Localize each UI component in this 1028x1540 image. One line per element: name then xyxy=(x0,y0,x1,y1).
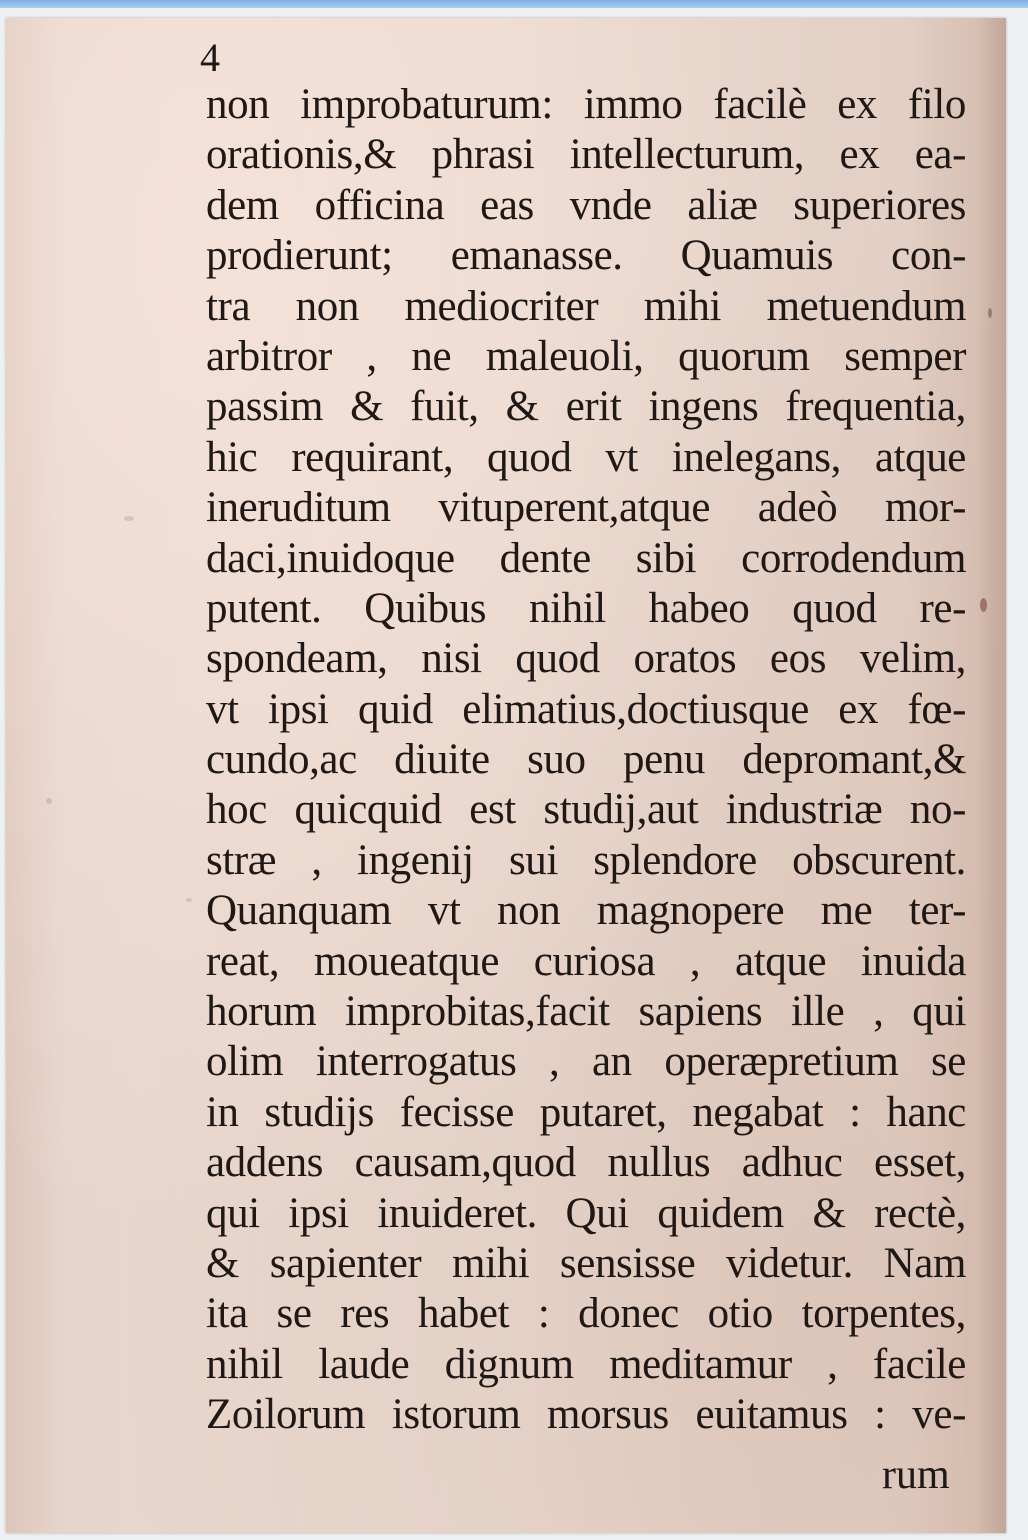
text-line: prodierunt; emanasse. Quamuis con- xyxy=(206,232,966,280)
text-line: ineruditum vituperent,atque adeò mor- xyxy=(206,484,966,532)
text-line: in studijs fecisse putaret, negabat : hanc xyxy=(206,1088,966,1136)
text-line: spondeam, nisi quod oratos eos velim, xyxy=(206,635,966,683)
text-line: dem officina eas vnde aliæ superiores xyxy=(206,181,966,229)
text-line: hic requirant, quod vt inelegans, atque xyxy=(206,433,966,481)
text-line: Quanquam vt non magnopere me ter- xyxy=(206,887,966,935)
page-number: 4 xyxy=(200,35,220,80)
text-line: & sapienter mihi sensisse videtur. Nam xyxy=(206,1239,966,1287)
paper-stain xyxy=(124,516,134,521)
catchword: rum xyxy=(882,1452,950,1498)
text-line: qui ipsi inuideret. Qui quidem & rectè, xyxy=(206,1189,966,1237)
text-line: olim interrogatus , an operæpretium se xyxy=(206,1038,966,1086)
text-line: stræ , ingenij sui splendore obscurent. xyxy=(206,836,966,884)
text-line: horum improbitas,facit sapiens ille , qui xyxy=(206,988,966,1036)
paper-stain xyxy=(980,598,987,612)
text-line: addens causam,quod nullus adhuc esset, xyxy=(206,1139,966,1187)
text-line: arbitror , ne maleuoli, quorum semper xyxy=(206,332,966,380)
text-line: daci,inuidoque dente sibi corrodendum xyxy=(206,534,966,582)
text-line: non improbaturum: immo facilè ex filo xyxy=(206,81,966,128)
book-page xyxy=(6,18,1006,1533)
window-top-bar xyxy=(0,0,1028,8)
paper-stain xyxy=(186,898,192,902)
text-line: Zoilorum istorum morsus euitamus : ve- xyxy=(206,1391,966,1439)
text-line: putent. Quibus nihil habeo quod re- xyxy=(206,584,966,632)
paper-stain xyxy=(988,308,992,318)
text-line: ita se res habet : donec otio torpentes, xyxy=(206,1290,966,1338)
paper-stain xyxy=(46,798,52,804)
page-edge-shadow xyxy=(976,18,1006,1533)
text-line: passim & fuit, & erit ingens frequentia, xyxy=(206,383,966,431)
text-line: hoc quicquid est studij,aut industriæ no- xyxy=(206,786,966,834)
image-viewer xyxy=(0,8,1028,1540)
body-text xyxy=(206,80,966,1441)
text-line: orationis,& phrasi intellecturum, ex ea- xyxy=(206,131,966,179)
text-line: vt ipsi quid elimatius,doctiusque ex fœ- xyxy=(206,685,966,733)
text-line: nihil laude dignum meditamur , facile xyxy=(206,1340,966,1388)
text-line: cundo,ac diuite suo penu depromant,& xyxy=(206,736,966,784)
text-line: tra non mediocriter mihi metuendum xyxy=(206,282,966,330)
text-line: reat, moueatque curiosa , atque inuida xyxy=(206,937,966,985)
